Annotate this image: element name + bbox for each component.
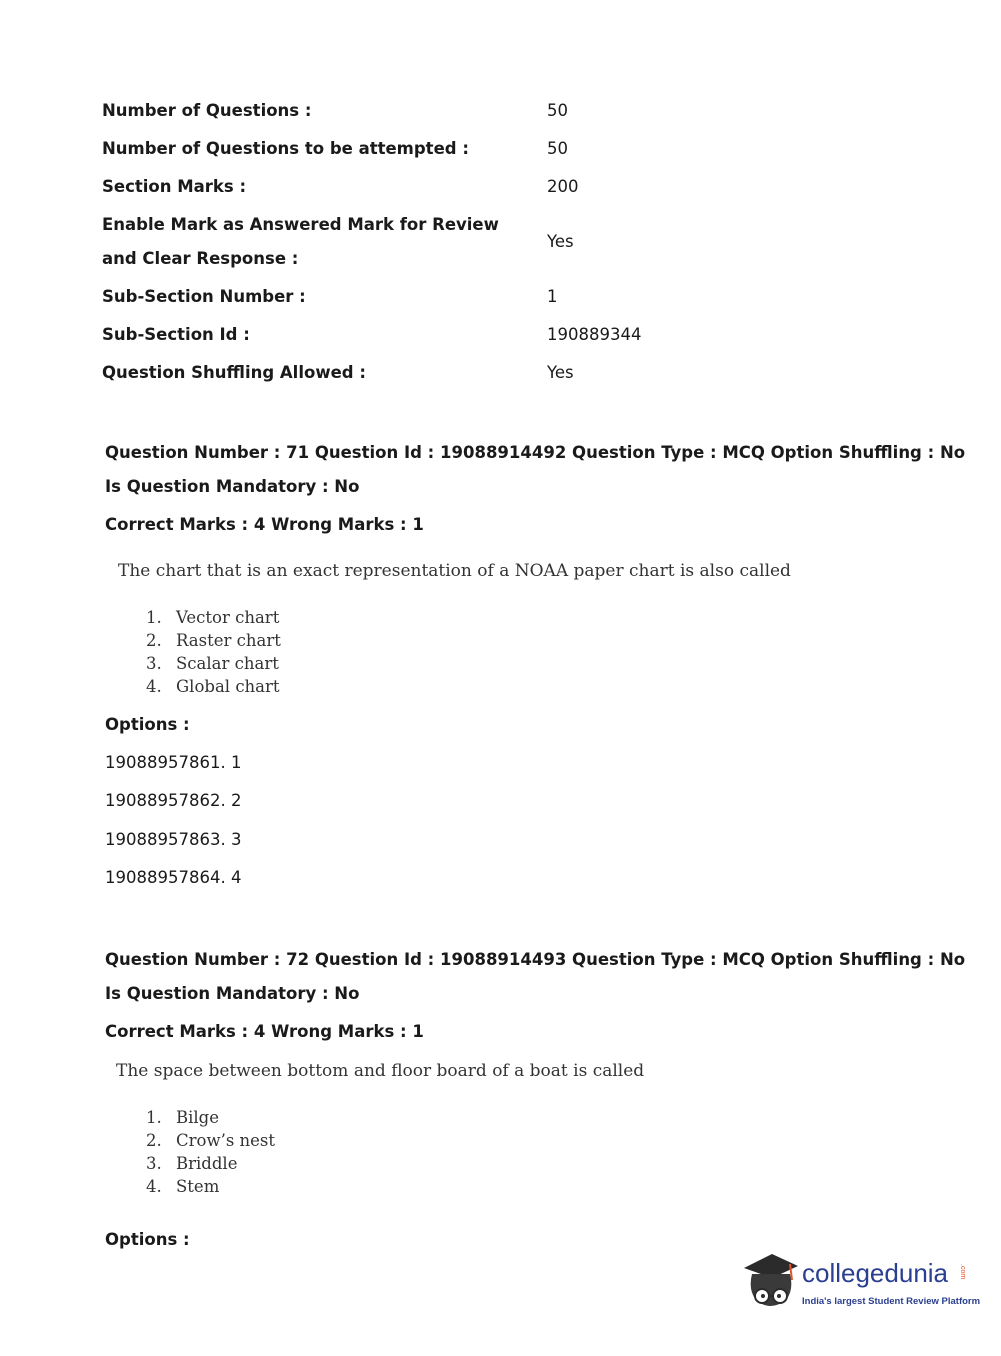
option-id: 19088957862. 2 (105, 791, 242, 810)
meta-value-enable-mark: Yes (547, 232, 574, 251)
choice-number: 1. (146, 1108, 162, 1127)
choice-text: Stem (176, 1177, 220, 1196)
meta-label-question-shuffling: Question Shuffling Allowed : (102, 363, 366, 382)
logo-wordmark: collegedunia (802, 1258, 949, 1288)
question-marks: Correct Marks : 4 Wrong Marks : 1 (105, 515, 424, 534)
choice-text: Briddle (176, 1154, 238, 1173)
options-label: Options : (105, 1230, 190, 1249)
meta-label-subsection-id: Sub-Section Id : (102, 325, 250, 344)
collegedunia-logo (742, 1250, 981, 1320)
option-id: 19088957864. 4 (105, 868, 242, 887)
choice-text: Raster chart (176, 631, 281, 650)
option-id: 19088957863. 3 (105, 830, 242, 849)
choice-item (146, 1108, 219, 1127)
choice-number: 3. (146, 654, 162, 673)
meta-value-subsection-number: 1 (547, 287, 558, 306)
choice-item (146, 1154, 237, 1173)
question-text: The space between bottom and floor board of a boat is called (116, 1061, 645, 1081)
choice-number: 2. (146, 1131, 162, 1150)
question-text: The chart that is an exact representation of a NOAA paper chart is also called (118, 561, 791, 581)
meta-value-subsection-id: 190889344 (547, 325, 642, 344)
choice-number: 4. (146, 677, 162, 696)
choice-number: 3. (146, 1154, 162, 1173)
choice-text: Global chart (176, 677, 280, 696)
choice-item (146, 608, 279, 627)
choice-number: 4. (146, 1177, 162, 1196)
option-id: 19088957861. 1 (105, 753, 242, 772)
question-mandatory: Is Question Mandatory : No (105, 477, 360, 496)
meta-label-subsection-number: Sub-Section Number : (102, 287, 306, 306)
choice-text: Scalar chart (176, 654, 279, 673)
meta-value-question-shuffling: Yes (547, 363, 574, 382)
choice-item (146, 654, 279, 673)
choice-item (146, 1131, 275, 1150)
question-header: Question Number : 72 Question Id : 19088914493 Question Type : MCQ Option Shuffling : No (105, 950, 966, 969)
meta-label-num-attempted: Number of Questions to be attempted : (102, 139, 469, 158)
choice-number: 1. (146, 608, 162, 627)
meta-value-num-questions: 50 (547, 101, 568, 120)
choice-text: Bilge (176, 1108, 220, 1127)
logo-suffix: .com (959, 1264, 966, 1280)
choice-item (146, 1177, 219, 1196)
meta-label-enable-mark: Enable Mark as Answered Mark for Review and Clear Response : (102, 215, 499, 268)
mascot-icon (742, 1250, 800, 1316)
choice-text: Vector chart (176, 608, 280, 627)
choice-number: 2. (146, 631, 162, 650)
options-label: Options : (105, 715, 190, 734)
meta-label-section-marks: Section Marks : (102, 177, 247, 196)
choice-item (146, 677, 280, 696)
logo-tagline: India's largest Student Review Platform (802, 1296, 981, 1307)
choice-text: Crow’s nest (176, 1131, 276, 1150)
question-marks: Correct Marks : 4 Wrong Marks : 1 (105, 1022, 424, 1041)
meta-label-num-questions: Number of Questions : (102, 101, 312, 120)
question-mandatory: Is Question Mandatory : No (105, 984, 360, 1003)
choice-item (146, 631, 281, 650)
meta-value-section-marks: 200 (547, 177, 579, 196)
meta-value-num-attempted: 50 (547, 139, 568, 158)
question-header: Question Number : 71 Question Id : 19088914492 Question Type : MCQ Option Shuffling : No (105, 443, 966, 462)
